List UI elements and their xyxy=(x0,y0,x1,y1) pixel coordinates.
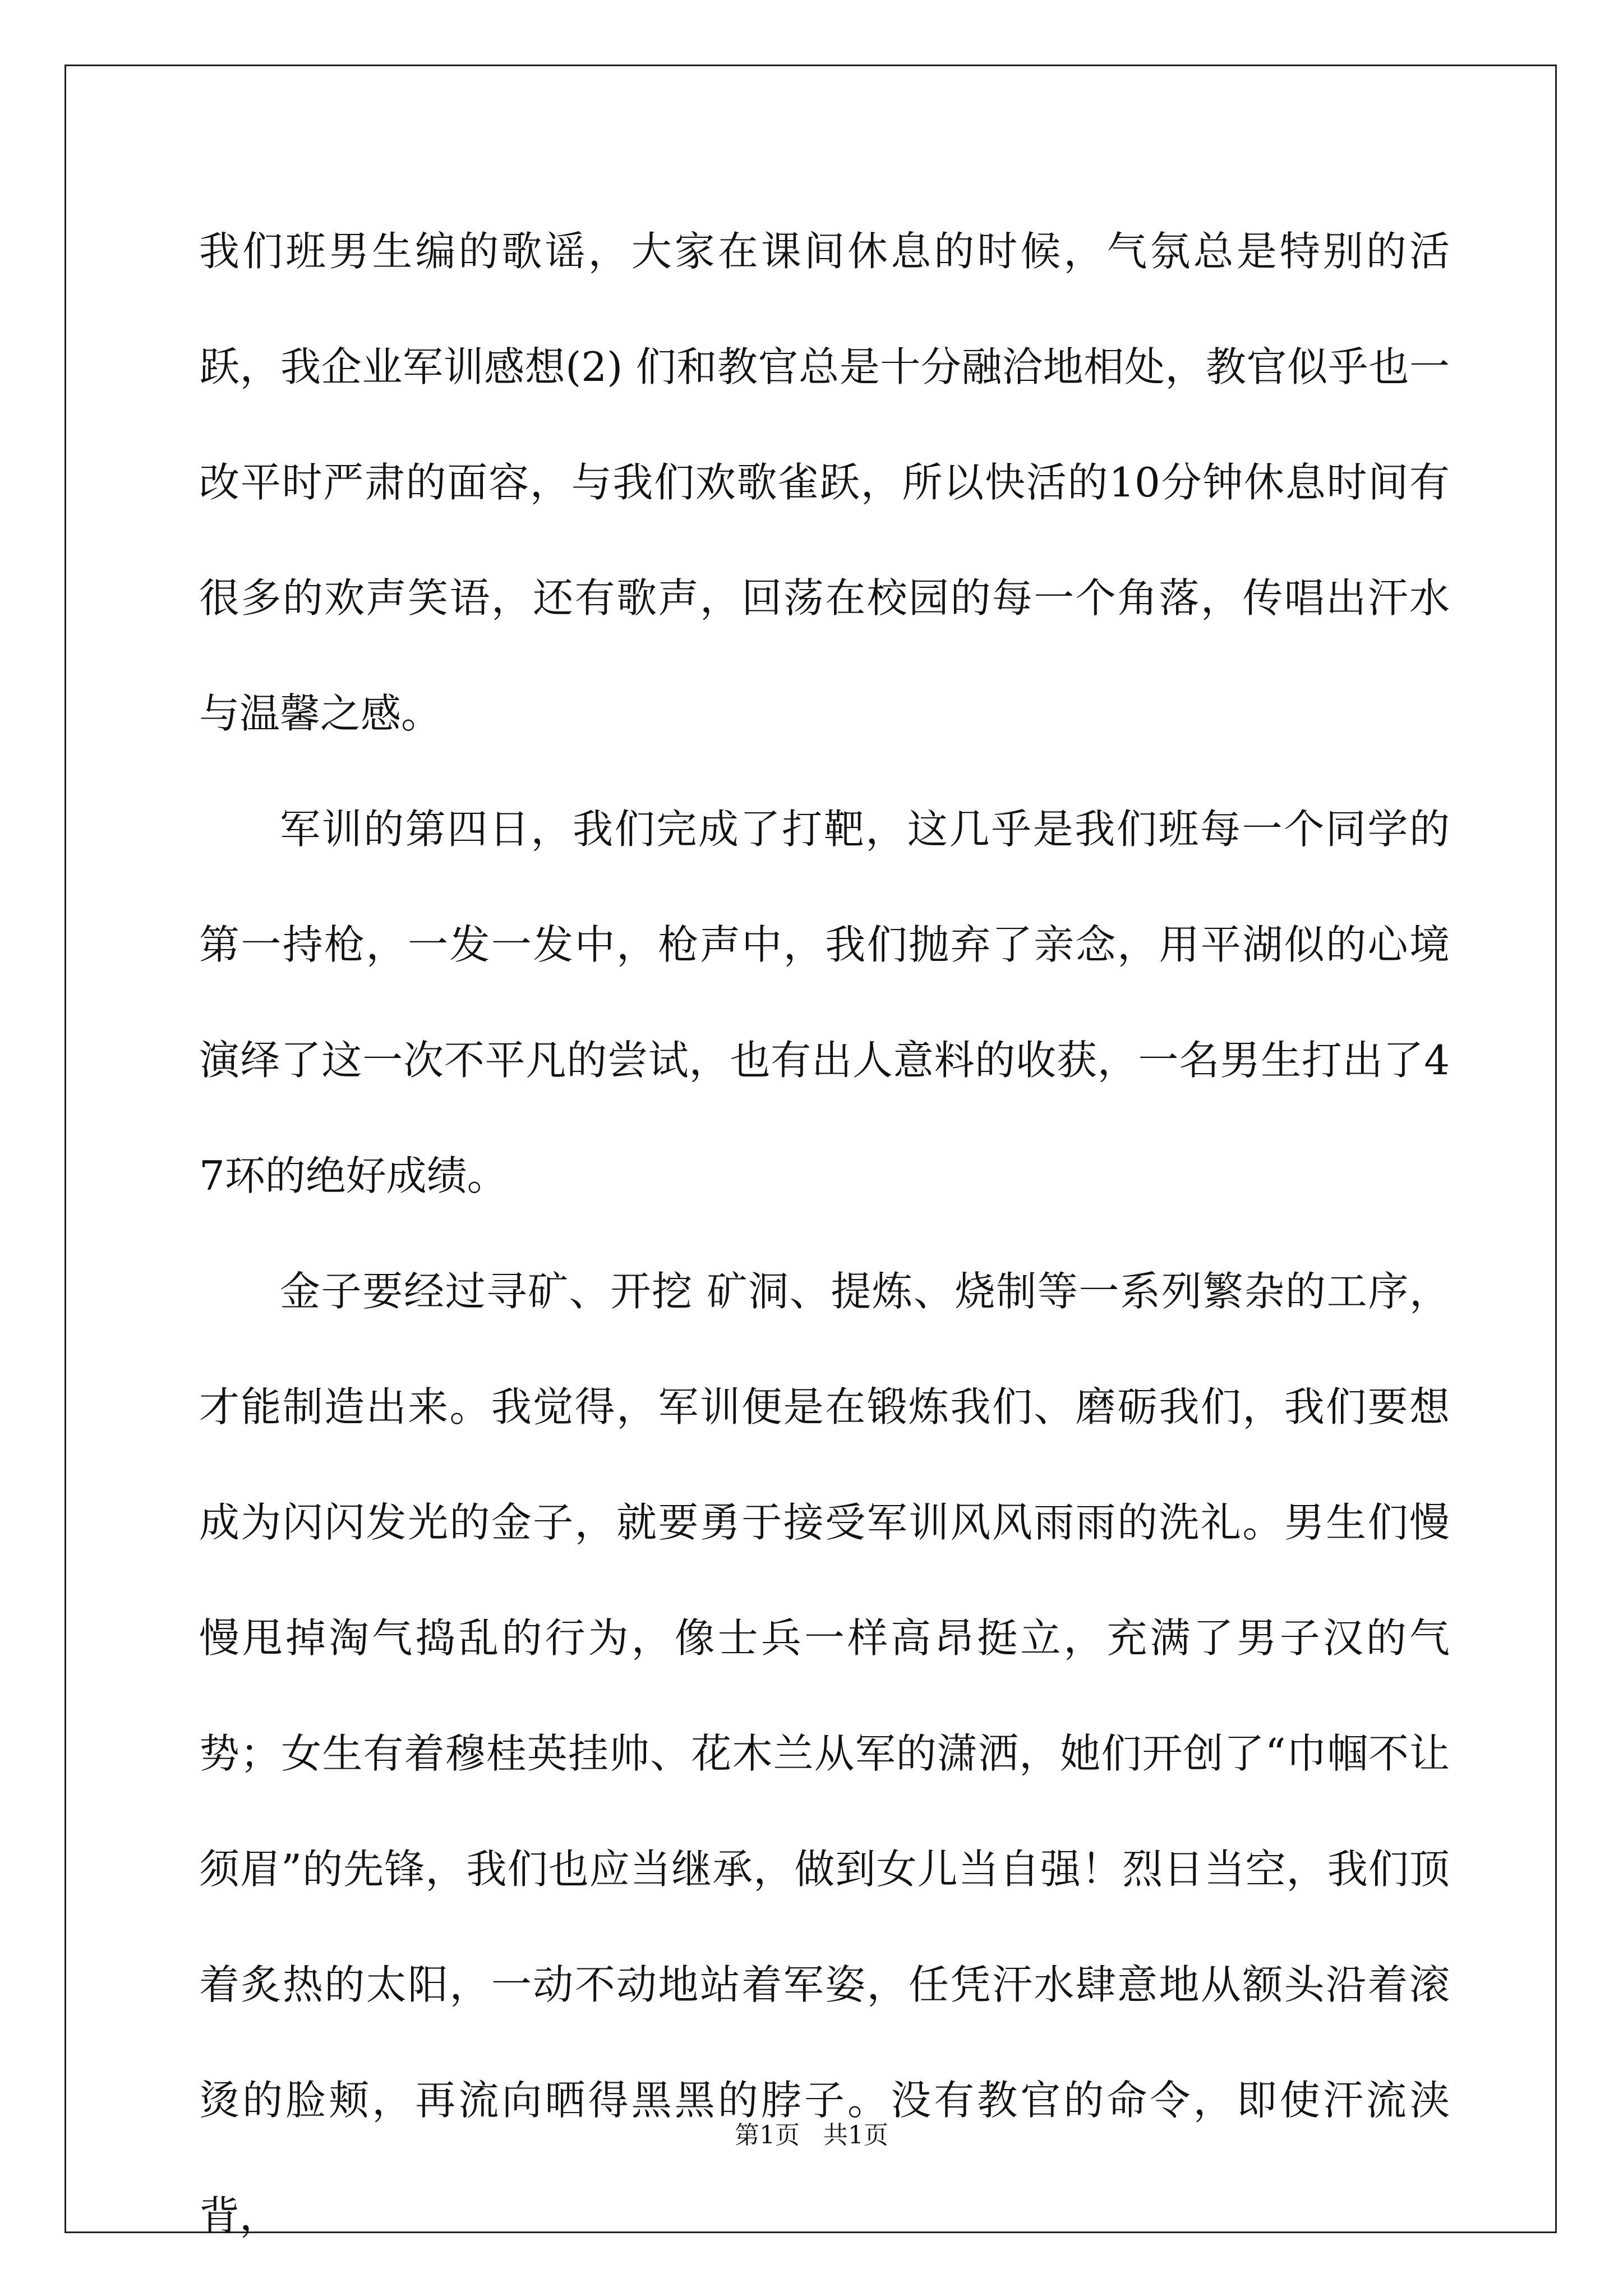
paragraph-1: 我们班男生编的歌谣，大家在课间休息的时候，气氛总是特别的活跃，我企业军训感想(2) 们和教官总是十分融洽地相处，教官似乎也一改平时严肃的面容，与我们欢歌雀跃，所以快活的10分钟休息时间有很多的欢声笑语，还有歌声，回荡在校园的每一个角落，传唱出汗水与温馨之感。 xyxy=(199,228,1450,737)
paragraph-2: 军训的第四日，我们完成了打靶，这几乎是我们班每一个同学的第一持枪，一发一发中，枪声中，我们抛弃了亲念，用平湖似的心境演绎了这一次不平凡的尝试，也有出人意料的收获，一名男生打出了47环的绝好成绩。 xyxy=(199,806,1450,1199)
paragraph-3: 金子要经过寻矿、开挖 矿洞、提炼、烧制等一系列繁杂的工序，才能制造出来。我觉得，军训便是在锻炼我们、磨砺我们，我们要想成为闪闪发光的金子，就要勇于接受军训风风雨雨的洗礼。男生们慢慢甩掉淘气捣乱的行为，像士兵一样高昂挺立，充满了男子汉的气势；女生有着穆桂英挂帅、花木兰从军的潇洒，她们开创了“巾帼不让须眉”的先锋，我们也应当继承，做到女儿当自强！烈日当空，我们顶着炙热的太阳，一动不动地站着军姿，任凭汗水肆意地从额头沿着滚烫的脸颊，再流向晒得黑黑的脖子。没有教官的命令，即使汗流浃背， xyxy=(199,1268,1450,2239)
page-number-footer: 第1页 共1页 xyxy=(735,2121,888,2150)
document-body xyxy=(199,194,1450,2274)
